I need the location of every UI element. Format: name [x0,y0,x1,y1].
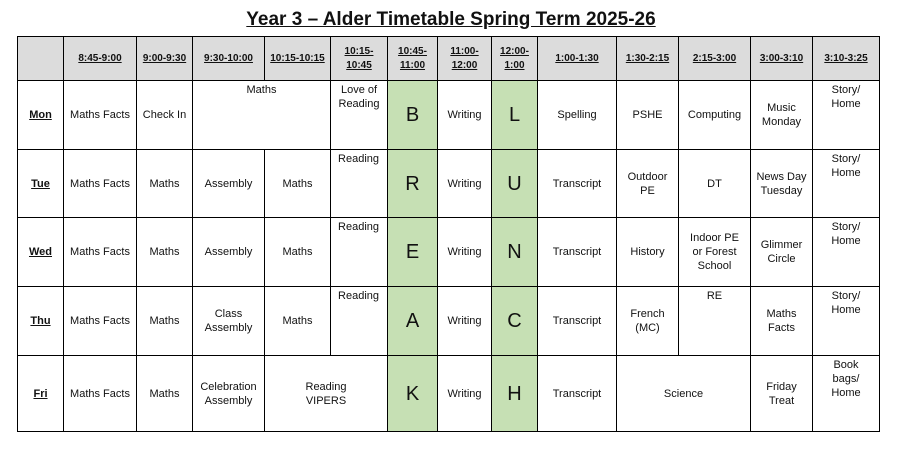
header-time: 9:30-10:00 [193,37,265,81]
header-time: 10:15- 10:45 [331,37,388,81]
lesson-cell: Friday Treat [751,356,813,432]
lesson-cell: Assembly [193,218,265,287]
lesson-cell: French (MC) [617,287,679,356]
lesson-cell: Transcript [538,356,617,432]
lunch-letter: L [492,81,538,150]
lesson-cell: Maths Facts [64,150,137,218]
lesson-cell: Reading VIPERS [265,356,388,432]
row-thu [18,287,880,356]
lesson-cell: Writing [438,356,492,432]
day-label: Tue [18,150,64,218]
lesson-cell: Reading [331,218,388,287]
header-time: 9:00-9:30 [137,37,193,81]
lesson-cell: Reading [331,150,388,218]
lesson-cell: News Day Tuesday [751,150,813,218]
header-time: 10:15-10:15 [265,37,331,81]
header-time: 10:45- 11:00 [388,37,438,81]
lesson-cell: PSHE [617,81,679,150]
lesson-cell: Glimmer Circle [751,218,813,287]
row-mon [18,81,880,150]
header-time: 12:00- 1:00 [492,37,538,81]
header-time: 3:10-3:25 [813,37,880,81]
lesson-cell: Maths Facts [751,287,813,356]
day-label: Fri [18,356,64,432]
lesson-cell: Story/ Home [813,81,880,150]
timetable [17,36,880,432]
lesson-cell: Love of Reading [331,81,388,150]
lesson-cell: Maths [265,218,331,287]
header-time: 11:00- 12:00 [438,37,492,81]
lesson-cell: Class Assembly [193,287,265,356]
header-time: 1:30-2:15 [617,37,679,81]
lesson-cell: Maths [265,150,331,218]
lesson-cell: Maths [137,150,193,218]
lesson-cell: Computing [679,81,751,150]
break-letter: R [388,150,438,218]
lunch-letter: N [492,218,538,287]
day-label: Wed [18,218,64,287]
lesson-cell: Writing [438,81,492,150]
header-time: 1:00-1:30 [538,37,617,81]
page-title: Year 3 – Alder Timetable Spring Term 2025-26 [246,9,656,30]
lesson-cell: Maths Facts [64,287,137,356]
lesson-cell: Celebration Assembly [193,356,265,432]
lunch-letter: C [492,287,538,356]
lesson-cell: Story/ Home [813,218,880,287]
lesson-cell: Writing [438,287,492,356]
lesson-cell: Transcript [538,287,617,356]
break-letter: A [388,287,438,356]
row-wed [18,218,880,287]
header-time: 2:15-3:00 [679,37,751,81]
break-letter: E [388,218,438,287]
lunch-letter: U [492,150,538,218]
day-label: Mon [18,81,64,150]
lesson-cell: Story/ Home [813,287,880,356]
lesson-cell: Maths Facts [64,218,137,287]
lesson-cell: DT [679,150,751,218]
header-row [18,37,880,81]
row-fri [18,356,880,432]
lesson-cell: Transcript [538,218,617,287]
lesson-cell: History [617,218,679,287]
header-time: 3:00-3:10 [751,37,813,81]
lesson-cell: Maths Facts [64,81,137,150]
lesson-cell: RE [679,287,751,356]
break-letter: K [388,356,438,432]
lesson-cell: Maths [265,287,331,356]
lesson-cell: Maths [137,356,193,432]
lesson-cell: Outdoor PE [617,150,679,218]
lesson-cell: Maths [193,81,331,150]
lesson-cell: Assembly [193,150,265,218]
lesson-cell: Indoor PE or Forest School [679,218,751,287]
row-tue [18,150,880,218]
lesson-cell: Story/ Home [813,150,880,218]
lesson-cell: Maths Facts [64,356,137,432]
lesson-cell: Writing [438,150,492,218]
header-time: 8:45-9:00 [64,37,137,81]
lesson-cell: Science [617,356,751,432]
lesson-cell: Check In [137,81,193,150]
header-corner [18,37,64,81]
lesson-cell: Maths [137,287,193,356]
lesson-cell: Book bags/ Home [813,356,880,432]
lesson-cell: Spelling [538,81,617,150]
lesson-cell: Transcript [538,150,617,218]
lesson-cell: Writing [438,218,492,287]
lunch-letter: H [492,356,538,432]
break-letter: B [388,81,438,150]
lesson-cell: Maths [137,218,193,287]
day-label: Thu [18,287,64,356]
lesson-cell: Reading [331,287,388,356]
lesson-cell: Music Monday [751,81,813,150]
